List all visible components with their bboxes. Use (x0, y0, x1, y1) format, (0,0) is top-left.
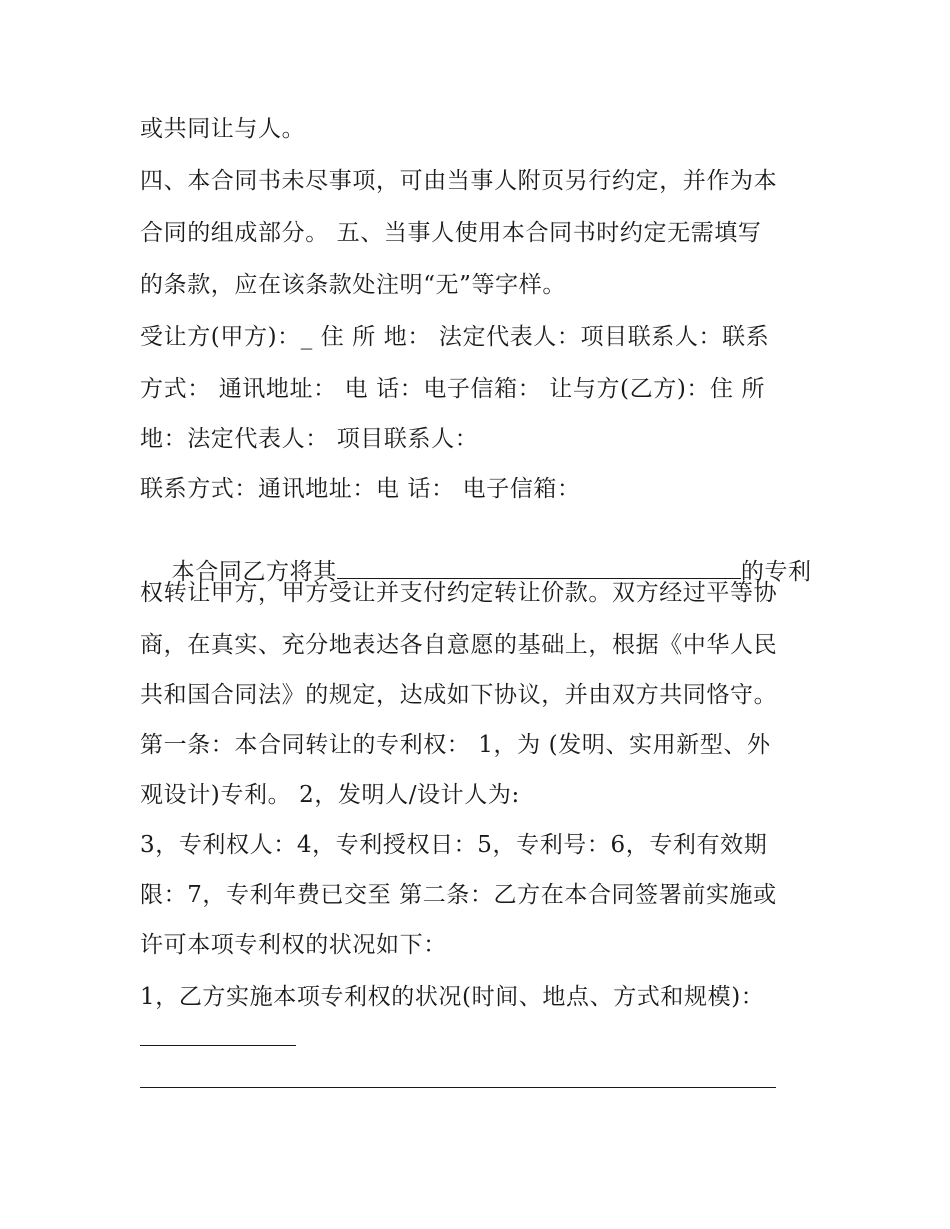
text-line-9-suffix: 的专利 (740, 559, 812, 585)
text-line-17: 许可本项专利权的状况如下： (140, 932, 447, 958)
blank-rule-long (140, 1087, 776, 1088)
text-line-14: 观设计)专利。 2，发明人/设计人为: (140, 782, 520, 808)
text-line-12: 共和国合同法》的规定，达成如下协议，并由双方共同恪守。 (140, 682, 778, 708)
text-line-5: 受让方(甲方)：_ 住 所 地： 法定代表人：项目联系人：联系 (140, 324, 770, 350)
text-line-13: 第一条：本合同转让的专利权： 1，为 (发明、实用新型、外 (140, 732, 771, 758)
text-line-16: 限：7，专利年费已交至 第二条：乙方在本合同签署前实施或 (140, 882, 777, 908)
text-line-8: 联系方式：通讯地址：电 话： 电子信箱： (140, 476, 581, 502)
text-line-4: 的条款，应在该条款处注明“无”等字样。 (140, 272, 566, 298)
text-line-2: 四、本合同书未尽事项，可由当事人附页另行约定，并作为本 (140, 168, 778, 194)
text-line-11: 商，在真实、充分地表达各自意愿的基础上，根据《中华人民 (140, 632, 778, 658)
text-line-15: 3，专利权人：4，专利授权日：5，专利号：6，专利有效期 (140, 832, 768, 858)
text-line-9-prefix: 本合同乙方将其 (171, 559, 337, 585)
blank-rule-short (140, 1045, 296, 1046)
text-line-18: 1，乙方实施本项专利权的状况(时间、地点、方式和规模)： (140, 984, 765, 1010)
text-line-3: 合同的组成部分。 五、当事人使用本合同书时约定无需填写 (140, 220, 762, 246)
blank-underline (337, 556, 741, 579)
text-line-6: 方式： 通讯地址： 电 话：电子信箱： 让与方(乙方)：住 所 (140, 376, 766, 402)
text-line-1: 或共同让与人。 (140, 116, 306, 142)
text-line-7: 地：法定代表人： 项目联系人： (140, 426, 479, 452)
text-line-10: 权转让甲方，甲方受让并支付约定转让价款。双方经过平等协 (140, 580, 778, 606)
